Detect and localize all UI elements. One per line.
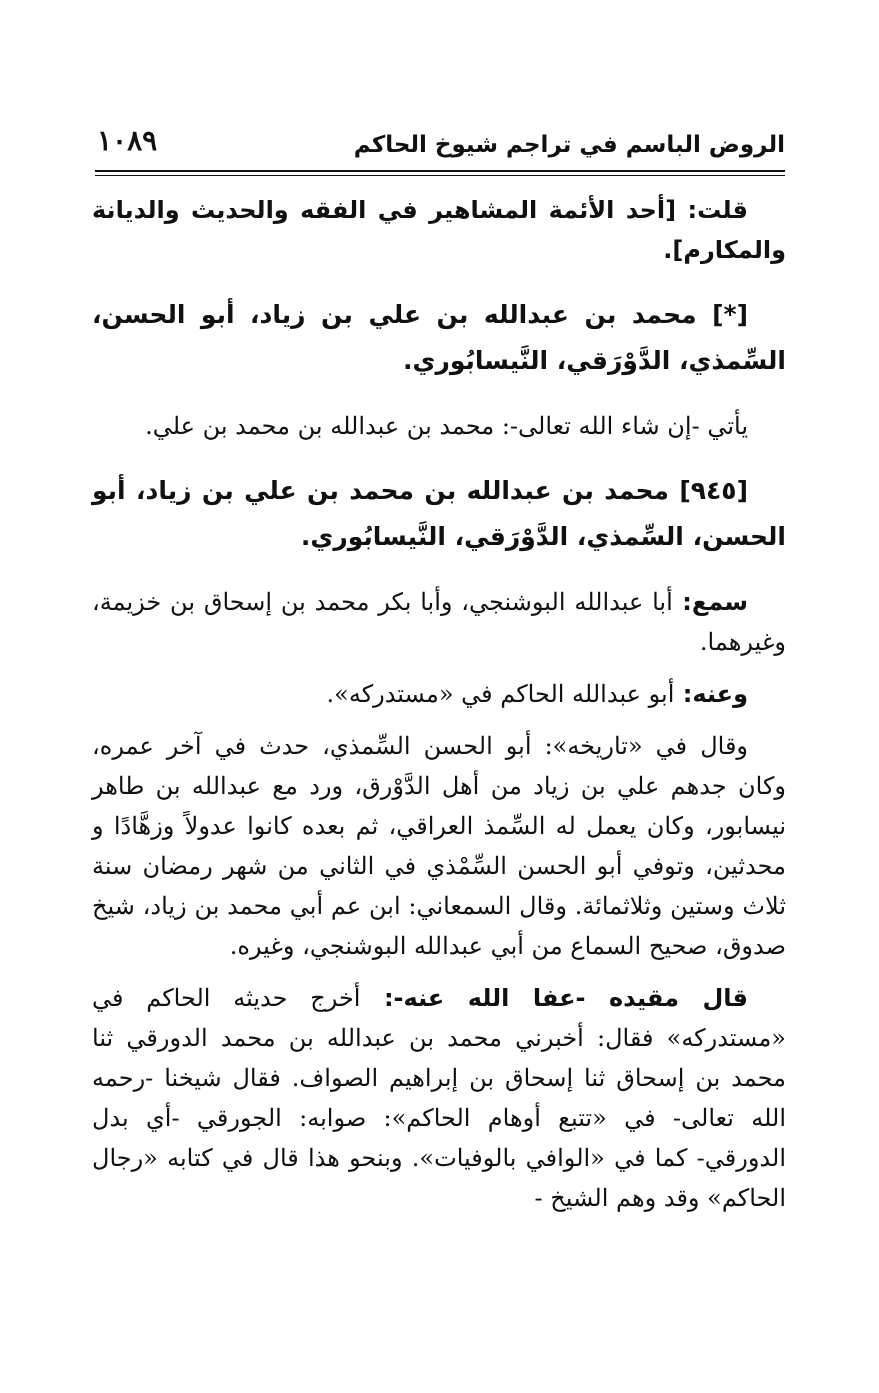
editor-note-paragraph: [92, 978, 786, 1218]
history-label: وقال في «تاريخه»:: [531, 732, 749, 760]
entry-heading-cross-ref: [*] محمد بن عبدالله بن علي بن زياد، أبو الحسن، السِّمذي، الدَّوْرَقي، النَّيسابُوري.: [92, 300, 786, 375]
heard-from-paragraph: [92, 582, 786, 662]
narrated-by-paragraph: [92, 674, 786, 714]
note-text: [أحد الأئمة المشاهير في الفقه والحديث والديانة والمكارم].: [92, 196, 786, 264]
heard-from-text: أبا عبدالله البوشنجي، وأبا بكر محمد بن إسحاق بن خزيمة، وغيرهما.: [92, 588, 786, 656]
note-paragraph: [92, 190, 786, 270]
heard-from-label: سمع:: [672, 588, 748, 616]
editor-note-label: قال مقيده -عفا الله عنه-:: [360, 984, 748, 1012]
page-body: [92, 190, 786, 1218]
page-header: [95, 118, 785, 172]
page-number: ١٠٨٩: [97, 124, 158, 157]
history-paragraph: [92, 726, 786, 966]
narrated-by-label: وعنه:: [674, 680, 748, 708]
narrated-by-text: أبو عبدالله الحاكم في «مستدركه».: [326, 680, 675, 708]
history-text: أبو الحسن السِّمذي، حدث في آخر عمره، وكان جدهم علي بن زياد من أهل الدَّوْرق، ورد مع عبدالله بن طاهر نيسابور، وكان يعمل له السِّمذ العراقي، ثم بعده كانوا عدولاً وزهَّادًا و محدثين، وتوفي أبو الحسن السِّمْذي في الثاني من شهر رمضان سنة ثلاث وستين وثلاثمائة. وقال السمعاني: ابن عم أبي محمد بن زياد، شيخ صدوق، صحيح السماع من أبي عبدالله البوشنجي، وغيره.: [92, 732, 786, 960]
entry-heading-945: [٩٤٥] محمد بن عبدالله بن محمد بن علي بن زياد، أبو الحسن، السِّمذي، الدَّوْرَقي، النَّيسابُوري.: [92, 476, 786, 551]
editor-note-text: أخرج حديثه الحاكم في «مستدركه» فقال: أخبرني محمد بن عبدالله بن محمد الدورقي ثنا محمد بن إسحاق ثنا إسحاق بن إبراهيم الصواف. فقال شيخنا -رحمه الله تعالى- في «تتبع أوهام الحاكم»: صوابه: الجورقي -أي بدل الدورقي- كما في «الوافي بالوفيات». وبنحو هذا قال في كتابه «رجال الحاكم» وقد وهم الشيخ -: [92, 984, 786, 1212]
cross-ref-paragraph: يأتي -إن شاء الله تعالى-: محمد بن عبدالله بن محمد بن علي.: [145, 412, 748, 440]
note-label: قلت:: [676, 196, 748, 224]
running-title: الروض الباسم في تراجم شيوخ الحاكم: [353, 132, 785, 158]
